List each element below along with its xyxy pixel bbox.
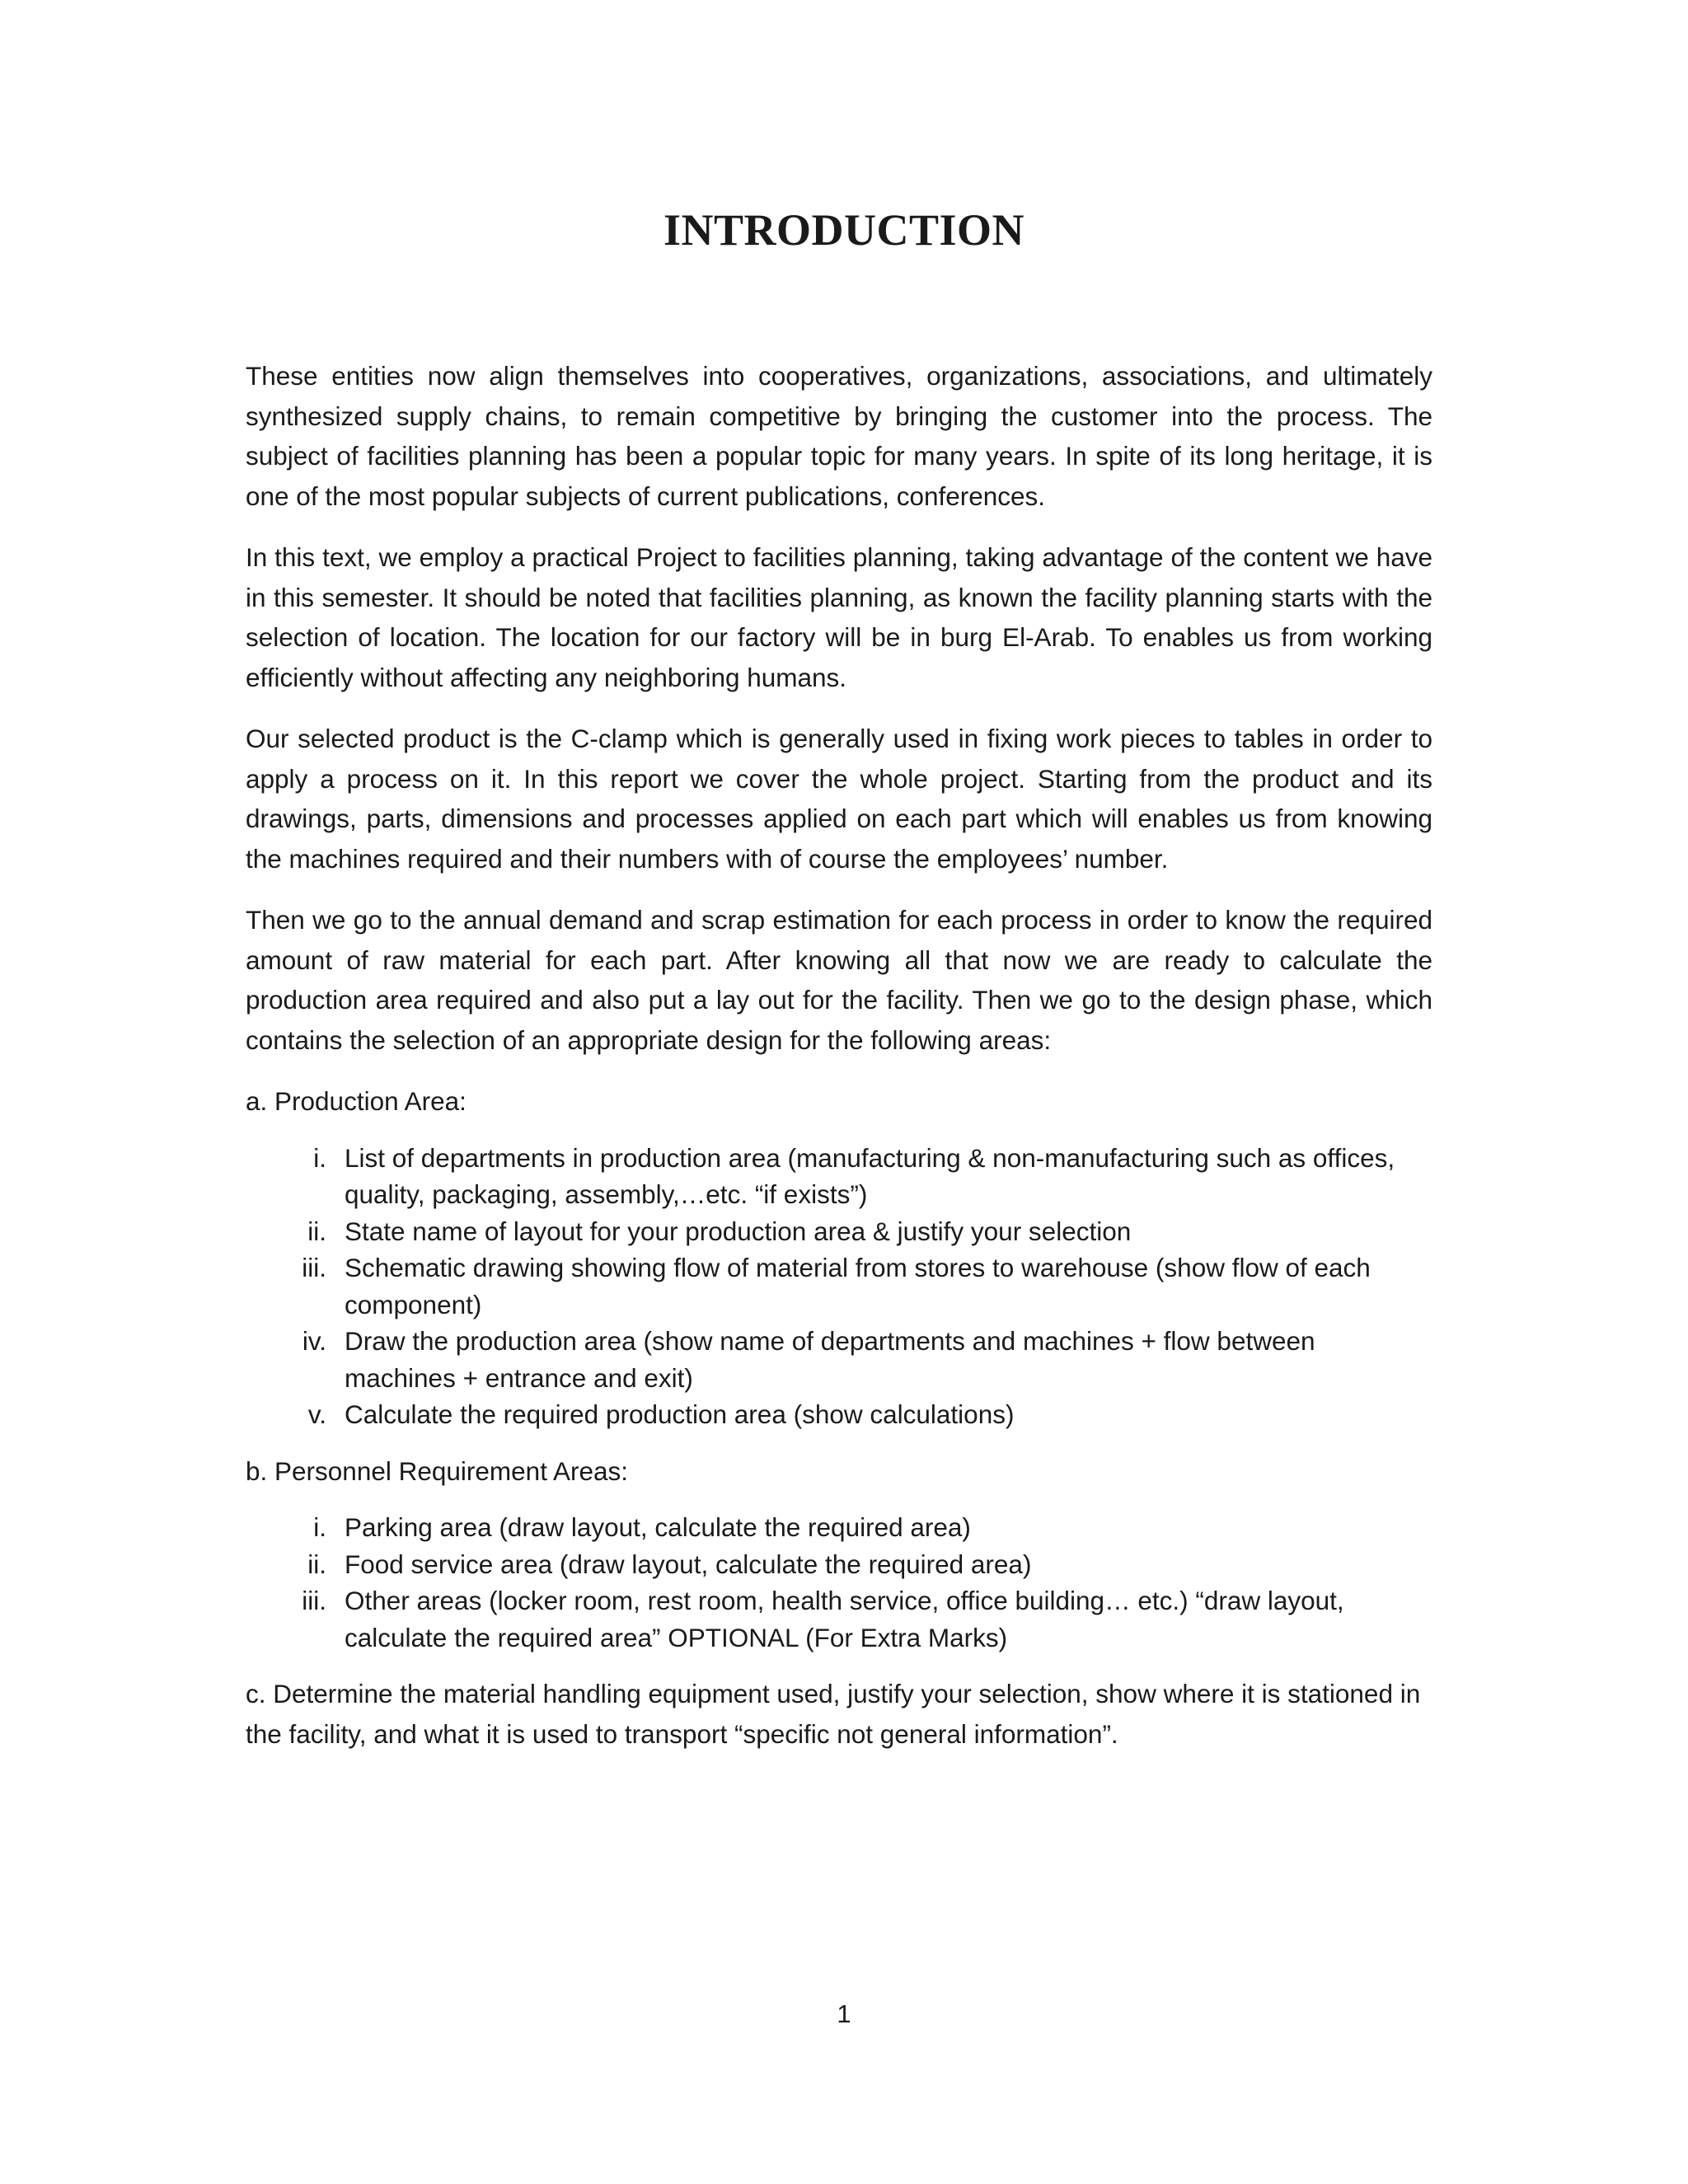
section-b-label: b. Personnel Requirement Areas:: [246, 1455, 629, 1486]
list-item: [246, 1249, 1432, 1323]
list-item-number: iii.: [302, 1586, 326, 1615]
list-item-text: Draw the production area (show name of departments and machines + flow between machines + entrance and exit): [345, 1326, 1315, 1393]
document-body: [246, 356, 1432, 1772]
list-item-text: Other areas (locker room, rest room, health service, office building… etc.) “draw layout, calculate the required area” OPTIONAL (For Extra Marks): [345, 1586, 1344, 1652]
list-item: [246, 1140, 1432, 1213]
section-a-label: a. Production Area:: [246, 1086, 467, 1116]
list-item-number: ii.: [307, 1216, 326, 1246]
paragraph-2: In this text, we employ a practical Project to facilities planning, taking advantage of the content we have in this semester. It should be noted that facilities planning, as known the facility planning starts with the selection of location. The location for our factory will be in burg El-Arab. To enables us from working efficiently without affecting any neighboring humans.: [246, 542, 1432, 692]
list-item-text: Calculate the required production area (show calculations): [345, 1399, 1015, 1429]
list-item-number: v.: [307, 1399, 326, 1429]
list-item: [246, 1509, 1432, 1546]
list-item-text: Parking area (draw layout, calculate the required area): [345, 1512, 971, 1542]
list-item-text: List of departments in production area (manufacturing & non-manufacturing such as offices, quality, packaging, assembly,…etc. “if exists”): [345, 1142, 1395, 1209]
list-item-text: Schematic drawing showing flow of material from stores to warehouse (show flow of each component): [345, 1253, 1371, 1319]
list-item: [246, 1323, 1432, 1396]
list-item: [246, 1396, 1432, 1433]
page-number: 1: [837, 1999, 851, 2028]
page-title: INTRODUCTION: [663, 205, 1025, 255]
list-item: [246, 1546, 1432, 1583]
section-a-list: [246, 1140, 1432, 1433]
list-item-number: iv.: [302, 1326, 326, 1356]
list-item-number: ii.: [307, 1549, 326, 1579]
section-c-text: c. Determine the material handling equipment used, justify your selection, show where it is stationed in the facility, and what it is used to transport “specific not general information”.: [246, 1679, 1421, 1749]
list-item: [246, 1582, 1432, 1656]
list-item-number: iii.: [302, 1253, 326, 1282]
list-item-number: i.: [313, 1142, 326, 1173]
paragraph-3: Our selected product is the C-clamp which is generally used in fixing work pieces to tables in order to apply a process on it. In this report we cover the whole project. Starting from the product and its drawings, parts, dimensions and processes applied on each part which will enables us from knowing the machines required and their numbers with of course the employees’ number.: [246, 724, 1432, 874]
list-item-text: Food service area (draw layout, calculate the required area): [345, 1549, 1032, 1579]
paragraph-4: Then we go to the annual demand and scrap estimation for each process in order to know the required amount of raw material for each part. After knowing all that now we are ready to calculate the production area required and also put a lay out for the facility. Then we go to the design phase, which contains the selection of an appropriate design for the following areas:: [246, 905, 1432, 1055]
section-b-list: [246, 1509, 1432, 1656]
list-item-text: State name of layout for your production area & justify your selection: [345, 1216, 1132, 1246]
list-item: [246, 1213, 1432, 1250]
list-item-number: i.: [313, 1512, 326, 1542]
paragraph-1: These entities now align themselves into cooperatives, organizations, associations, and ultimately synthesized supply chains, to remain competitive by bringing the customer into the process. The subject of facilities planning has been a popular topic for many years. In spite of its long heritage, it is one of the most popular subjects of current publications, conferences.: [246, 361, 1432, 511]
